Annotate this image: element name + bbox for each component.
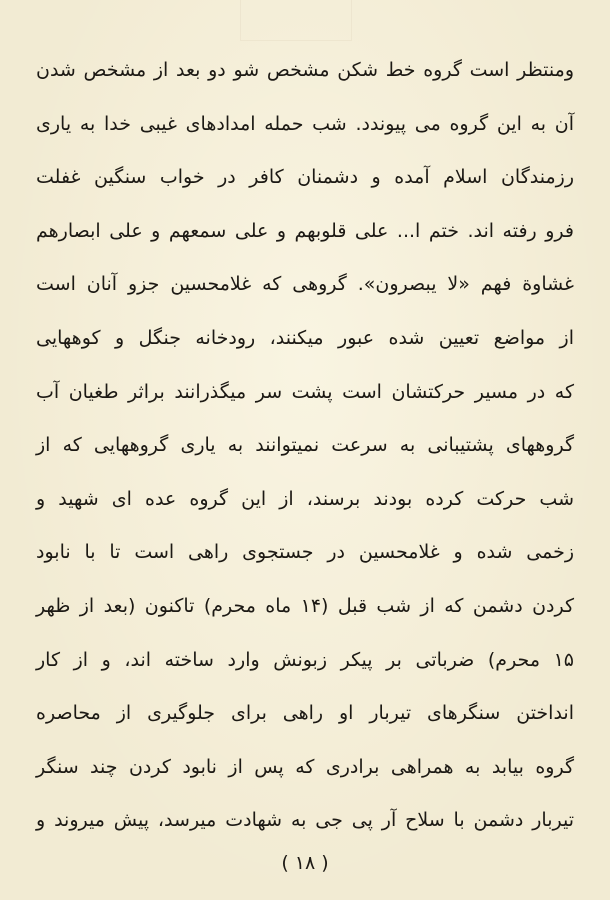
text-line: که در مسیر حرکتشان است پشت سر میگذرانند براثر طغیان آب	[36, 380, 574, 403]
text-line: انداختن سنگرهای تیربار او راهی برای جلوگیری از محاصره	[36, 702, 574, 725]
text-line: زخمی شده و غلامحسین در جستجوی راهی است تا با نابود	[36, 541, 574, 564]
bleed-through-mark	[240, 0, 352, 41]
text-line: شب حرکت کرده بودند برسند، از این گروه عده ای شهید و	[36, 487, 574, 510]
text-line: ۱۵ محرم) ضرباتی بر پیکر زبونش وارد ساخته اند، و از کار	[36, 648, 574, 671]
text-line: غشاوة فهم «لا یبصرون». گروهی که غلامحسین جزو آنان است	[36, 273, 574, 296]
text-line: تیربار دشمن با سلاح آر پی جی به شهادت میرسد، پیش میروند و	[36, 809, 574, 832]
text-line: آن به این گروه می پیوندد. شب حمله امدادهای غیبی خدا به یاری	[36, 112, 574, 135]
text-line: رزمندگان اسلام آمده و دشمنان کافر در خواب سنگین غفلت	[36, 166, 574, 189]
text-line: از مواضع تعیین شده عبور میکنند، رودخانه جنگل و کوههایی	[36, 326, 574, 349]
page-number: ( ۱۸ )	[281, 852, 329, 874]
text-line: فرو رفته اند. ختم ا... علی قلوبهم و علی سمعهم و علی ابصارهم	[36, 219, 574, 242]
text-line: ومنتظر است گروه خط شکن مشخص شو دو بعد از مشخص شدن	[36, 59, 574, 81]
body-text	[36, 44, 574, 848]
text-line: کردن دشمن که از شب قبل (۱۴ ماه محرم) تاکنون (بعد از ظهر	[36, 594, 575, 617]
text-line: گروه بیابد به همراهی برادری که پس از نابود کردن چند سنگر	[36, 755, 574, 778]
text-line: گروههای پشتیبانی به سرعت نمیتوانند به یاری گروههایی که از	[36, 434, 574, 457]
